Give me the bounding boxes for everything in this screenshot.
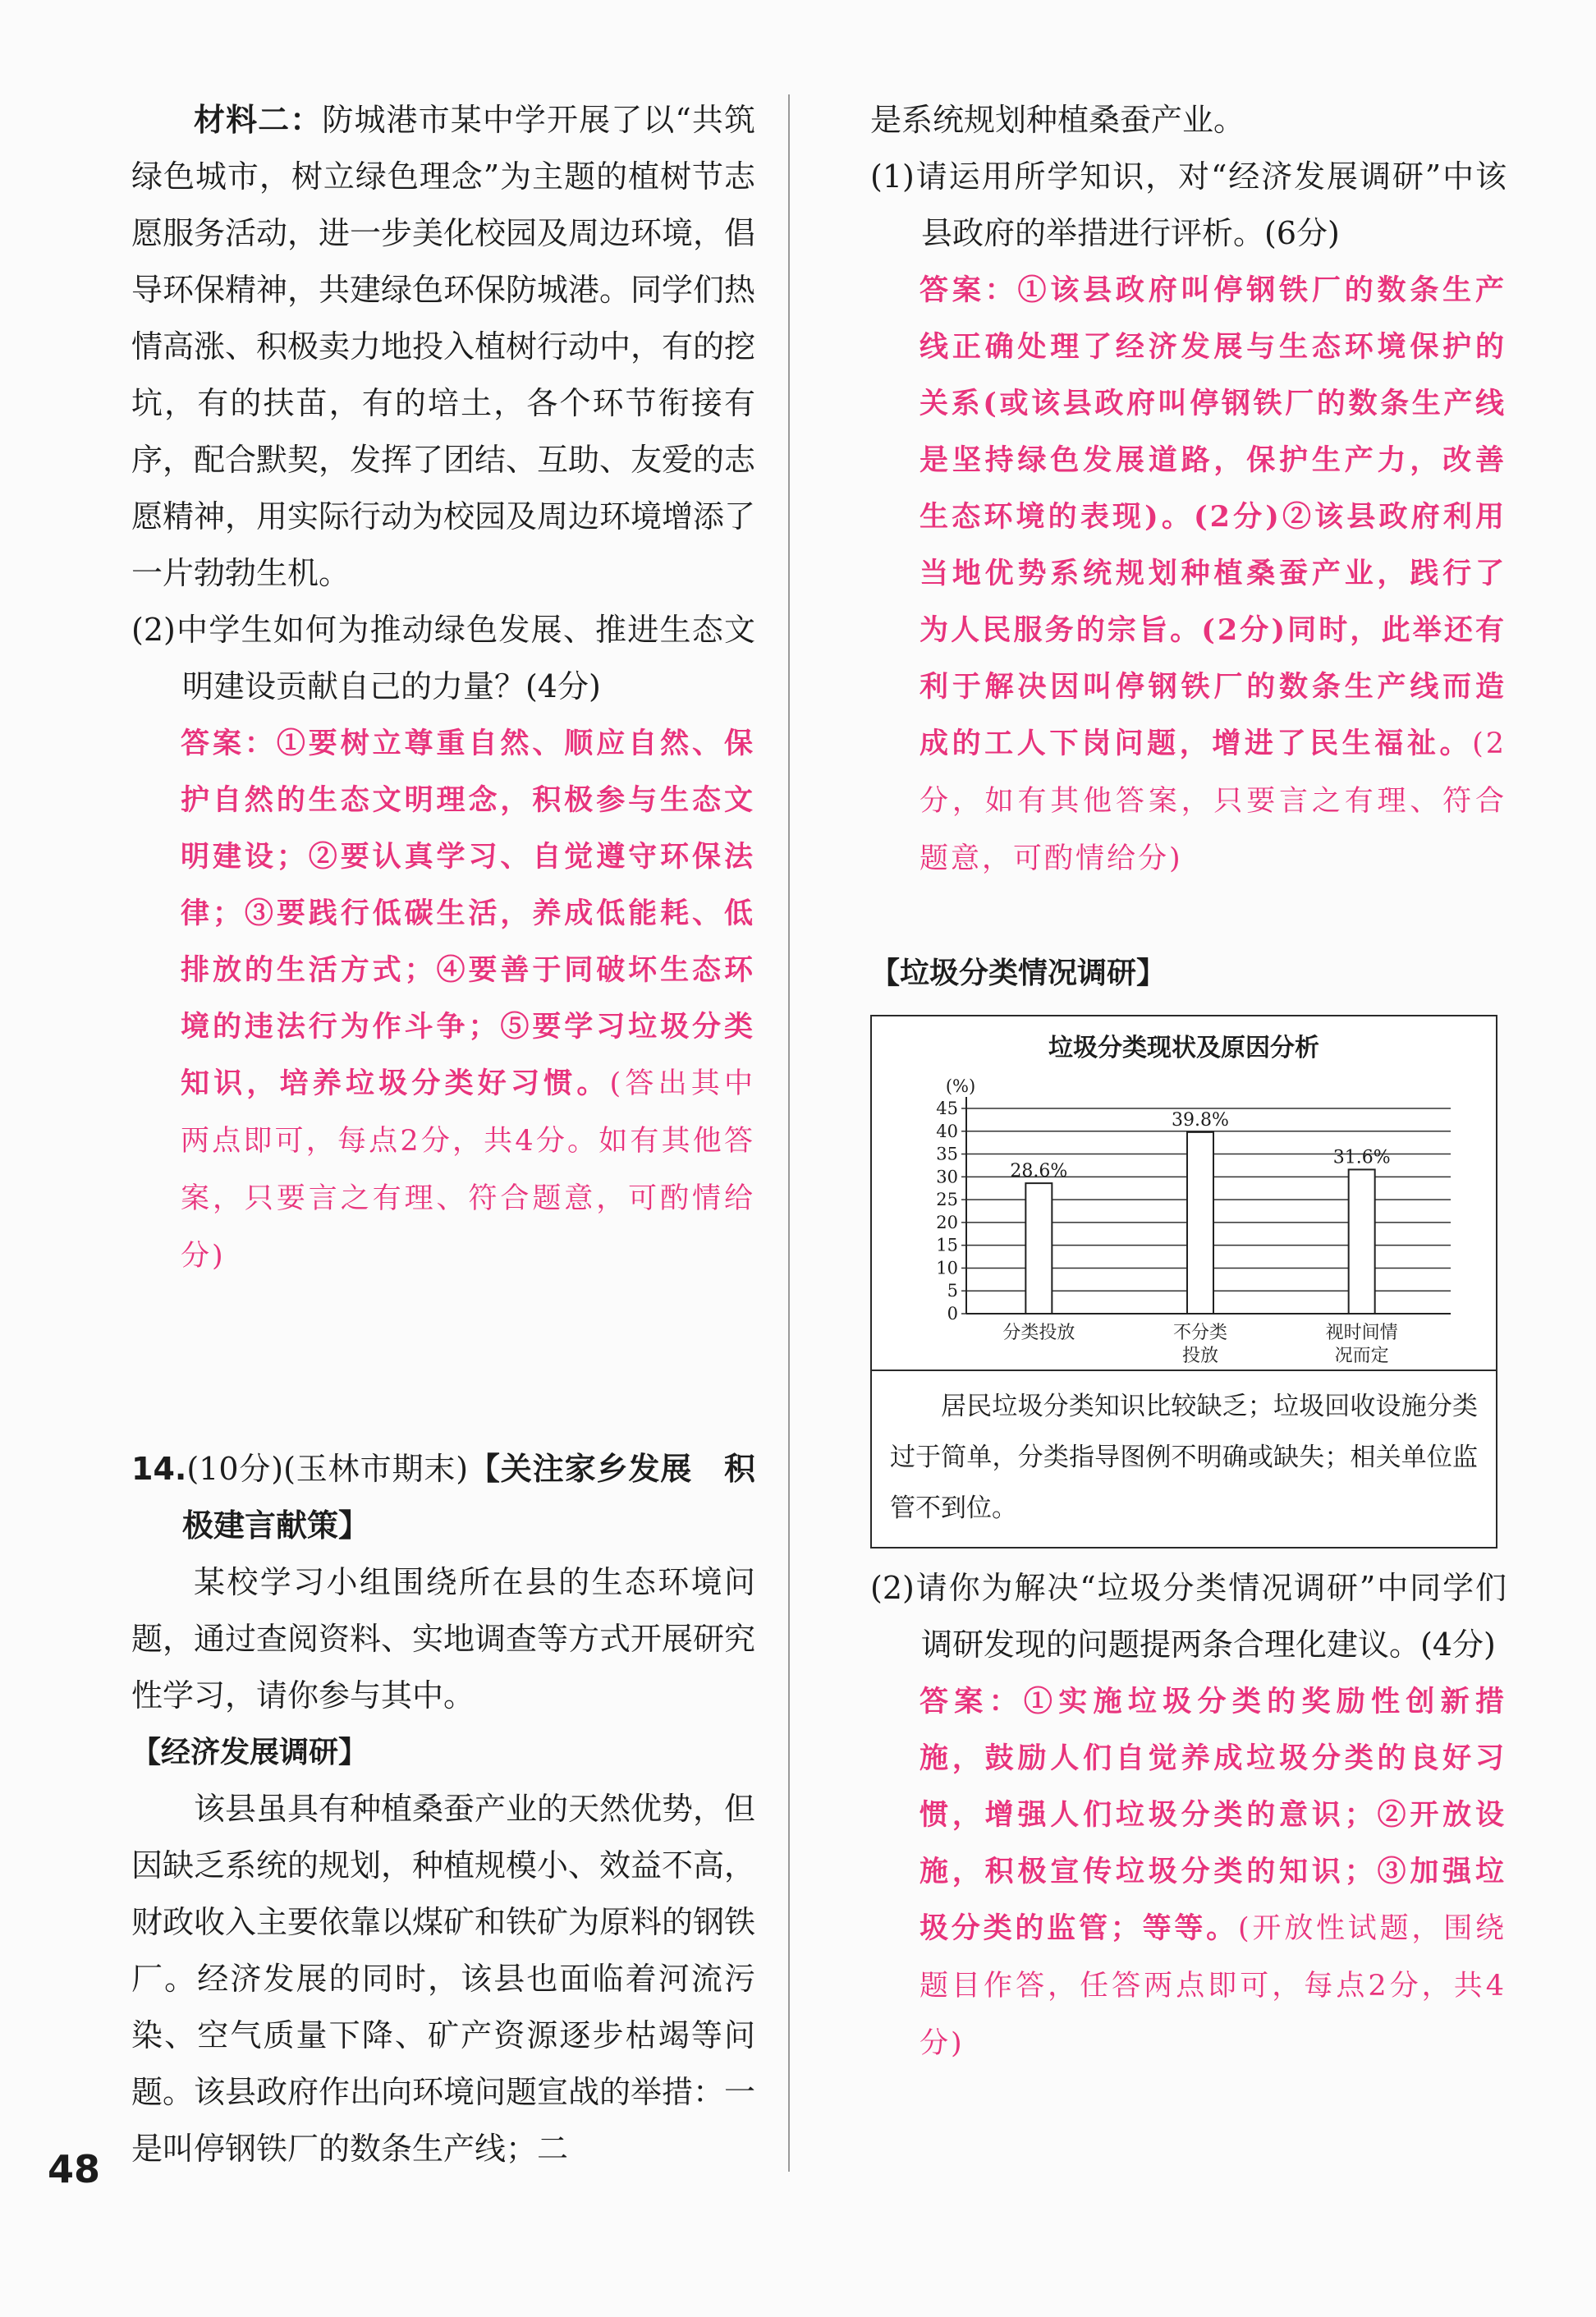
question-14-2: (2)请你为解决“垃圾分类情况调研”中同学们调研发现的问题提两条合理化建议。(4分) (870, 1570, 1507, 1663)
page-number: 48 (48, 2147, 101, 2191)
answer-14-2-note: (开放性试题，围绕题目作答，任答两点即可，每点2分，共4分) (920, 1912, 1507, 2060)
y-tick-label: 10 (936, 1258, 958, 1278)
bar-value-label: 31.6% (1332, 1147, 1391, 1168)
column-divider (788, 94, 790, 2172)
y-tick-label: 45 (936, 1099, 958, 1118)
x-tick-label: 不分类 (1172, 1323, 1228, 1343)
question-14-intro: 某校学习小组围绕所在县的生态环境问题，通过查阅资料、实地调查等方式开展研究性学习，请你参与其中。 (131, 1564, 756, 1714)
spacer (131, 1285, 755, 1441)
question-14-1: (1)请运用所学知识，对“经济发展调研”中该县政府的举措进行评析。(6分) (870, 158, 1507, 251)
y-tick-label: 15 (936, 1235, 958, 1255)
waste-bar-chart (872, 1016, 1496, 1370)
question-14-number: 14. (131, 1451, 187, 1487)
material-two-label: 材料二： (194, 102, 323, 138)
question-14-title: 【关注家乡发展 积极建言献策】 (182, 1451, 755, 1544)
material-two (131, 92, 755, 602)
y-tick-label: 0 (947, 1304, 958, 1324)
waste-chart-figure (870, 1015, 1497, 1548)
answer-14-2 (870, 1673, 1507, 2072)
chart-title: 垃圾分类现状及原因分析 (1048, 1034, 1319, 1062)
answer-14-1-text: 答案：①该县政府叫停钢铁厂的数条生产线正确处理了经济发展与生态环境保护的关系(或该县政府叫停钢铁厂的数条生产线是坚持绿色发展道路，保护生产力，改善生态环境的表现)。(2分)②该县政府利用当地优势系统规划种植桑蚕产业，践行了为人民服务的宗旨。(2分)同时，此举还有利于解决因叫停钢铁厂的数条生产线而造成的工人下岗问题，增进了民生福祉。 (920, 273, 1507, 760)
x-tick-label: 投放 (1181, 1346, 1219, 1366)
y-axis-unit-label: (%) (945, 1076, 976, 1096)
economy-text: 该县虽具有种植桑蚕产业的天然优势，但因缺乏系统的规划，种植规模小、效益不高，财政收入主要依靠以煤矿和铁矿为原料的钢铁厂。经济发展的同时，该县也面临着河流污染、空气质量下降、矿产资源逐步枯竭等问题。该县政府作出向环境问题宣战的举措：一是叫停钢铁厂的数条生产线；二 (131, 1791, 756, 2167)
question-14-meta: (10分)(玉林市期末) (186, 1451, 469, 1487)
answer-14-2-text: 答案：①实施垃圾分类的奖励性创新措施，鼓励人们自觉养成垃圾分类的良好习惯，增强人们垃圾分类的意识；②开放设施，积极宣传垃圾分类的知识；③加强垃圾分类的监管；等等。 (920, 1685, 1507, 1945)
y-tick-label: 35 (936, 1144, 958, 1164)
y-tick-label: 30 (936, 1167, 958, 1187)
bar-value-label: 39.8% (1172, 1109, 1229, 1131)
bar-value-label: 28.6% (1010, 1161, 1068, 1182)
answer-13-2-note: (答出其中两点即可，每点2分，共4分。如有其他答案，只要言之有理、符合题意，可酌情给分) (181, 1067, 755, 1273)
answer-14-1-note: (2分，如有其他答案，只要言之有理、符合题意，可酌情给分) (920, 727, 1507, 875)
x-tick-label: 视时间情 (1325, 1323, 1398, 1343)
answer-13-2-text: 答案：①要树立尊重自然、顺应自然、保护自然的生态文明理念，积极参与生态文明建设；②要认真学习、自觉遵守环保法律；③要践行低碳生活，养成低能耗、低排放的生活方式；④要善于同破坏生态环境的违法行为作斗争；⑤要学习垃圾分类知识，培养垃圾分类好习惯。 (181, 727, 755, 1100)
bar-3 (1349, 1169, 1375, 1314)
question-13-2: (2)中学生如何为推动绿色发展、推进生态文明建设贡献自己的力量？(4分) (131, 612, 755, 704)
x-tick-label: 况而定 (1334, 1346, 1389, 1366)
question-14-header (131, 1441, 755, 1554)
figure-caption: 居民垃圾分类知识比较缺乏；垃圾回收设施分类过于简单，分类指导图例不明确或缺失；相关单位监管不到位。 (872, 1370, 1496, 1547)
economy-heading: 【经济发展调研】 (131, 1736, 369, 1769)
waste-heading: 【垃圾分类情况调研】 (870, 957, 1167, 990)
material-two-text: 防城港市某中学开展了以“共筑绿色城市，树立绿色理念”为主题的植树节志愿服务活动，进一步美化校园及周边环境，倡导环保精神，共建绿色环保防城港。同学们热情高涨、积极卖力地投入植树行动中，有的挖坑，有的扶苗，有的培土，各个环节衔接有序，配合默契，发挥了团结、互助、友爱的志愿精神，用实际行动为校园及周边环境增添了一片勃勃生机。 (131, 102, 756, 591)
y-tick-label: 25 (936, 1190, 958, 1210)
answer-14-1 (870, 262, 1507, 888)
bar-2 (1187, 1132, 1213, 1314)
economy-text-continued: 是系统规划种植桑蚕产业。 (870, 102, 1245, 138)
bar-1 (1025, 1183, 1052, 1314)
spacer (870, 888, 1507, 945)
right-column (870, 92, 1507, 2072)
y-tick-label: 20 (936, 1212, 958, 1232)
left-column (131, 92, 755, 2177)
x-tick-label: 分类投放 (1002, 1323, 1075, 1343)
answer-13-2 (131, 715, 755, 1285)
y-tick-label: 40 (936, 1121, 958, 1141)
y-tick-label: 5 (947, 1281, 958, 1301)
